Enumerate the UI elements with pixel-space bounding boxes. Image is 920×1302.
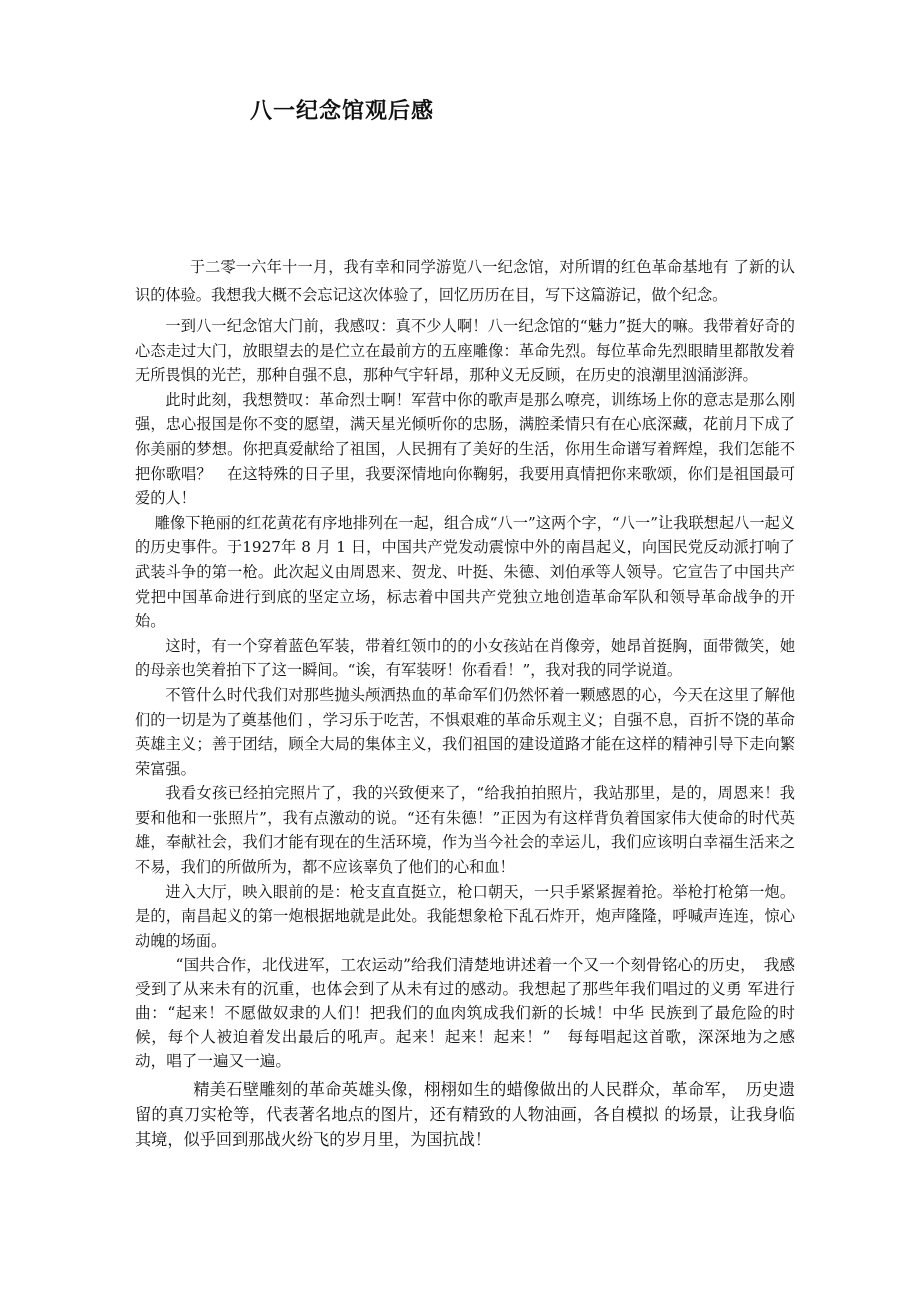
paragraph: 此时此刻，我想赞叹：革命烈士啊！军营中你的歌声是那么嘹亮，训练场上你的意志是那么刚强，忠心报国是你不变的愿望，满天星光倾听你的忠肠，满腔柔情只有在心底深藏，花前月下成了你美丽的梦想。你把真爱献给了祖国，人民拥有了美好的生活，你用生命谱写着辉煌，我们怎能不把你歌唱？ 在这特殊的日子里，我要深情地向你鞠躬，我要用真情把你来歌颂，你们是祖国最可爱的人！ xyxy=(135,390,795,508)
document-title: 八一纪念馆观后感 xyxy=(250,99,435,124)
document-body xyxy=(135,253,795,1152)
paragraph: 一到八一纪念馆大门前，我感叹：真不少人啊！八一纪念馆的“魅力”挺大的嘛。我带着好奇的心态走过大门，放眼望去的是伫立在最前方的五座雕像：革命先烈。每位革命先烈眼睛里都散发着无所畏惧的光芒，那种自强不息，那种气宇轩昂，那种义无反顾，在历史的浪潮里汹涌澎湃。 xyxy=(135,317,795,385)
paragraph: 雕像下艳丽的红花黄花有序地排列在一起，组合成“八一”这两个字，“八一”让我联想起八一起义的历史事件。于1927年 8 月 1 日，中国共产党发动震惊中外的南昌起义，向国民党反动派打响了武装斗争的第一枪。此次起义由周恩来、贺龙、叶挺、朱德、刘伯承等人领导。它宣告了中国共产党把中国革命进行到底的坚定立场，标志着中国共产党独立地创造革命军队和领导革命战争的开始。 xyxy=(135,513,795,631)
paragraph: 进入大厅，映入眼前的是：枪支直直挺立，枪口朝天，一只手紧紧握着抢。举枪打枪第一炮。是的，南昌起义的第一炮根据地就是此处。我能想象枪下乱石炸开，炮声隆隆，呼喊声连连，惊心动魄的场面。 xyxy=(135,882,795,950)
paragraph: 精美石壁雕刻的革命英雄头像，栩栩如生的蜡像做出的人民群众，革命军， 历史遗留的真刀实枪等，代表著名地点的图片，还有精致的人物油画，各自模拟 的场景，让我身临其境，似乎回到那战火纷飞的岁月里，为国抗战！ xyxy=(135,1080,795,1150)
paragraph: 不管什么时代我们对那些抛头颅洒热血的革命军们仍然怀着一颗感恩的心，今天在这里了解他们的一切是为了奠基他们 ，学习乐于吃苦，不惧艰难的革命乐观主义；自强不息，百折不饶的革命英雄主义；善于团结，顾全大局的集体主义，我们祖国的建设道路才能在这样的精神引导下走向繁荣富强。 xyxy=(135,685,795,778)
paragraph: 于二零一六年十一月，我有幸和同学游览八一纪念馆，对所谓的红色革命基地有 了新的认识的体验。我想我大概不会忘记这次体验了，回忆历历在目，写下这篇游记，做个纪念。 xyxy=(135,258,795,304)
paragraph: 这时，有一个穿着蓝色军装，带着红领巾的的小女孩站在肖像旁，她昂首挺胸，面带微笑，她的母亲也笑着拍下了这一瞬间。“诶，有军装呀！你看看！”，我对我的同学说道。 xyxy=(135,636,795,680)
paragraph: “国共合作，北伐进军，工农运动”给我们清楚地讲述着一个又一个刻骨铭心的历史， 我感受到了从来未有的沉重，也体会到了从未有过的感动。我想起了那些年我们唱过的义勇 军进行曲：“起来！不愿做奴隶的人们！把我们的血肉筑成我们新的长城！中华 民族到了最危险的时候，每个人被迫着发出最后的吼声。起来！起来！起来！” 每每唱起这首歌，深深地为之感动，唱了一遍又一遍。 xyxy=(135,956,795,1071)
paragraph: 我看女孩已经拍完照片了，我的兴致便来了，“给我拍拍照片，我站那里，是的，周恩来！我要和他和一张照片”，我有点激动的说。“还有朱德！”正因为有这样背负着国家伟大使命的时代英雄，奉献社会，我们才能有现在的生活环境，作为当今社会的幸运儿，我们应该明白幸福生活来之不易，我们的所做所为，都不应该辜负了他们的心和血！ xyxy=(135,784,795,877)
